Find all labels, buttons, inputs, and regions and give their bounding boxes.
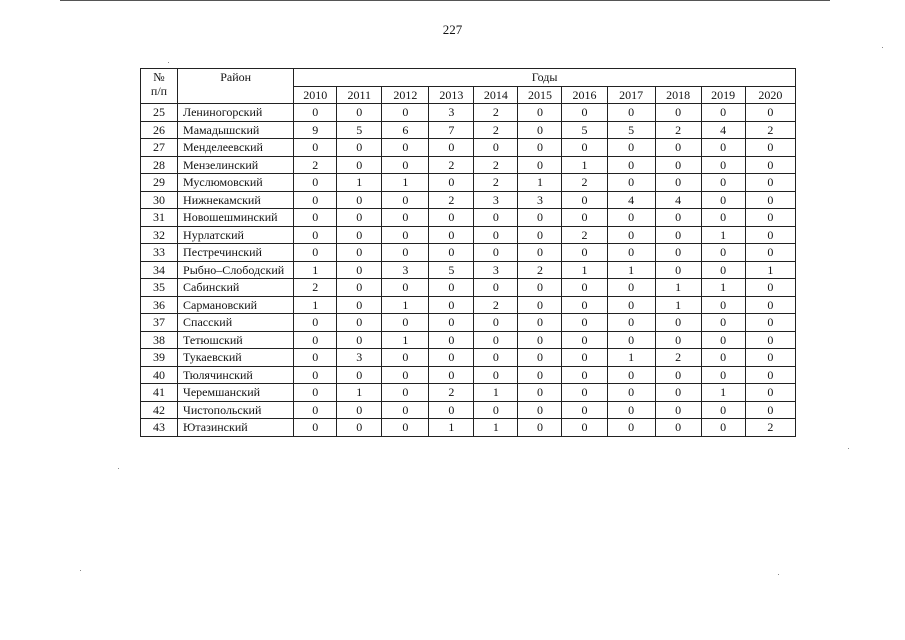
value-cell: 0	[607, 314, 655, 332]
year-header-2017: 2017	[607, 86, 655, 104]
value-cell: 0	[518, 419, 562, 437]
value-cell: 1	[607, 261, 655, 279]
value-cell: 1	[655, 279, 701, 297]
value-cell: 0	[474, 279, 518, 297]
value-cell: 0	[745, 174, 795, 192]
district-name: Спасский	[178, 314, 294, 332]
value-cell: 5	[607, 121, 655, 139]
table-row	[141, 104, 796, 122]
row-number: 38	[141, 331, 178, 349]
value-cell: 0	[382, 419, 429, 437]
value-cell: 0	[607, 226, 655, 244]
scan-speck	[168, 62, 169, 63]
table-row	[141, 191, 796, 209]
value-cell: 0	[429, 296, 474, 314]
value-cell: 0	[337, 279, 382, 297]
value-cell: 0	[294, 349, 337, 367]
value-cell: 0	[518, 366, 562, 384]
value-cell: 2	[429, 384, 474, 402]
district-name: Черемшанский	[178, 384, 294, 402]
year-header-2020: 2020	[745, 86, 795, 104]
value-cell: 0	[337, 296, 382, 314]
value-cell: 0	[562, 104, 607, 122]
value-cell: 0	[701, 349, 745, 367]
value-cell: 7	[429, 121, 474, 139]
year-header-2010: 2010	[294, 86, 337, 104]
value-cell: 0	[337, 209, 382, 227]
value-cell: 2	[294, 156, 337, 174]
row-number: 39	[141, 349, 178, 367]
value-cell: 0	[294, 191, 337, 209]
district-name: Муслюмовский	[178, 174, 294, 192]
table-row	[141, 314, 796, 332]
value-cell: 0	[429, 331, 474, 349]
scan-speck	[80, 570, 81, 571]
row-number: 25	[141, 104, 178, 122]
value-cell: 0	[562, 314, 607, 332]
value-cell: 0	[562, 139, 607, 157]
value-cell: 0	[474, 331, 518, 349]
value-cell: 0	[655, 244, 701, 262]
value-cell: 0	[655, 401, 701, 419]
value-cell: 0	[382, 384, 429, 402]
value-cell: 0	[518, 314, 562, 332]
value-cell: 0	[474, 244, 518, 262]
value-cell: 1	[562, 261, 607, 279]
value-cell: 0	[382, 226, 429, 244]
value-cell: 1	[294, 261, 337, 279]
district-name: Тетюшский	[178, 331, 294, 349]
value-cell: 0	[607, 104, 655, 122]
value-cell: 0	[382, 366, 429, 384]
value-cell: 1	[518, 174, 562, 192]
value-cell: 0	[607, 331, 655, 349]
value-cell: 0	[518, 349, 562, 367]
value-cell: 0	[518, 139, 562, 157]
value-cell: 0	[294, 401, 337, 419]
value-cell: 0	[745, 279, 795, 297]
value-cell: 2	[474, 296, 518, 314]
value-cell: 0	[655, 156, 701, 174]
district-name: Сабинский	[178, 279, 294, 297]
district-name: Ютазинский	[178, 419, 294, 437]
year-header-2015: 2015	[518, 86, 562, 104]
row-number: 31	[141, 209, 178, 227]
value-cell: 0	[745, 384, 795, 402]
value-cell: 2	[474, 174, 518, 192]
value-cell: 0	[607, 139, 655, 157]
value-cell: 0	[562, 331, 607, 349]
table-row	[141, 384, 796, 402]
value-cell: 0	[607, 209, 655, 227]
value-cell: 0	[701, 419, 745, 437]
value-cell: 0	[655, 261, 701, 279]
district-name: Сармановский	[178, 296, 294, 314]
value-cell: 2	[745, 419, 795, 437]
value-cell: 0	[294, 244, 337, 262]
district-name: Нурлатский	[178, 226, 294, 244]
value-cell: 0	[382, 349, 429, 367]
value-cell: 2	[294, 279, 337, 297]
value-cell: 0	[655, 226, 701, 244]
value-cell: 0	[655, 331, 701, 349]
value-cell: 0	[337, 244, 382, 262]
value-cell: 0	[607, 419, 655, 437]
value-cell: 0	[294, 139, 337, 157]
value-cell: 0	[474, 349, 518, 367]
table-row	[141, 244, 796, 262]
value-cell: 0	[474, 226, 518, 244]
value-cell: 0	[382, 104, 429, 122]
page-number: 227	[442, 22, 463, 37]
value-cell: 0	[294, 314, 337, 332]
value-cell: 0	[382, 314, 429, 332]
value-cell: 1	[701, 226, 745, 244]
value-cell: 0	[294, 366, 337, 384]
value-cell: 0	[562, 384, 607, 402]
value-cell: 0	[429, 401, 474, 419]
value-cell: 0	[382, 209, 429, 227]
value-cell: 1	[337, 384, 382, 402]
scan-speck	[118, 468, 119, 469]
value-cell: 0	[655, 366, 701, 384]
year-header-2012: 2012	[382, 86, 429, 104]
value-cell: 0	[701, 314, 745, 332]
value-cell: 2	[655, 349, 701, 367]
value-cell: 0	[382, 244, 429, 262]
value-cell: 0	[607, 279, 655, 297]
table-row	[141, 209, 796, 227]
number-column-header-label: № п/п	[150, 70, 168, 98]
value-cell: 3	[474, 191, 518, 209]
value-cell: 0	[337, 104, 382, 122]
row-number: 35	[141, 279, 178, 297]
value-cell: 1	[701, 279, 745, 297]
value-cell: 0	[294, 419, 337, 437]
scan-speck	[882, 47, 883, 48]
value-cell: 0	[518, 384, 562, 402]
row-number: 43	[141, 419, 178, 437]
value-cell: 0	[518, 121, 562, 139]
value-cell: 0	[562, 279, 607, 297]
value-cell: 0	[337, 139, 382, 157]
value-cell: 0	[518, 244, 562, 262]
value-cell: 0	[745, 104, 795, 122]
table-row	[141, 331, 796, 349]
value-cell: 0	[607, 401, 655, 419]
district-name: Мензелинский	[178, 156, 294, 174]
value-cell: 3	[429, 104, 474, 122]
table-row	[141, 349, 796, 367]
value-cell: 0	[474, 401, 518, 419]
value-cell: 0	[337, 314, 382, 332]
district-name: Лениногорский	[178, 104, 294, 122]
value-cell: 2	[518, 261, 562, 279]
row-number: 33	[141, 244, 178, 262]
value-cell: 2	[562, 174, 607, 192]
table-row	[141, 419, 796, 437]
value-cell: 0	[745, 209, 795, 227]
table-row	[141, 279, 796, 297]
value-cell: 0	[474, 366, 518, 384]
row-number: 41	[141, 384, 178, 402]
value-cell: 0	[429, 226, 474, 244]
value-cell: 0	[745, 314, 795, 332]
value-cell: 0	[655, 419, 701, 437]
value-cell: 0	[294, 226, 337, 244]
value-cell: 0	[701, 139, 745, 157]
value-cell: 0	[337, 366, 382, 384]
value-cell: 1	[655, 296, 701, 314]
value-cell: 2	[429, 191, 474, 209]
value-cell: 0	[701, 174, 745, 192]
value-cell: 0	[745, 244, 795, 262]
value-cell: 0	[745, 226, 795, 244]
district-name: Тукаевский	[178, 349, 294, 367]
value-cell: 0	[655, 209, 701, 227]
value-cell: 0	[701, 244, 745, 262]
year-header-2013: 2013	[429, 86, 474, 104]
value-cell: 3	[474, 261, 518, 279]
table-row	[141, 156, 796, 174]
value-cell: 0	[701, 156, 745, 174]
value-cell: 0	[607, 384, 655, 402]
value-cell: 3	[382, 261, 429, 279]
value-cell: 0	[607, 244, 655, 262]
value-cell: 0	[745, 139, 795, 157]
value-cell: 0	[337, 261, 382, 279]
value-cell: 0	[701, 104, 745, 122]
value-cell: 0	[474, 314, 518, 332]
value-cell: 1	[745, 261, 795, 279]
value-cell: 0	[655, 314, 701, 332]
value-cell: 2	[429, 156, 474, 174]
value-cell: 0	[518, 209, 562, 227]
value-cell: 0	[701, 366, 745, 384]
value-cell: 4	[655, 191, 701, 209]
row-number: 42	[141, 401, 178, 419]
value-cell: 0	[562, 401, 607, 419]
value-cell: 0	[655, 139, 701, 157]
value-cell: 3	[337, 349, 382, 367]
value-cell: 0	[294, 209, 337, 227]
value-cell: 0	[429, 279, 474, 297]
value-cell: 6	[382, 121, 429, 139]
district-table	[140, 68, 796, 437]
value-cell: 1	[607, 349, 655, 367]
value-cell: 1	[701, 384, 745, 402]
value-cell: 0	[429, 139, 474, 157]
year-header-2019: 2019	[701, 86, 745, 104]
value-cell: 0	[655, 384, 701, 402]
value-cell: 0	[518, 156, 562, 174]
value-cell: 2	[474, 121, 518, 139]
value-cell: 0	[518, 226, 562, 244]
year-header-2014: 2014	[474, 86, 518, 104]
value-cell: 0	[518, 279, 562, 297]
value-cell: 9	[294, 121, 337, 139]
number-column-header	[141, 69, 178, 104]
value-cell: 0	[294, 104, 337, 122]
value-cell: 0	[337, 226, 382, 244]
district-name: Новошешминский	[178, 209, 294, 227]
value-cell: 0	[429, 209, 474, 227]
district-name: Мамадышский	[178, 121, 294, 139]
top-edge-rule	[60, 0, 830, 1]
table-row	[141, 139, 796, 157]
value-cell: 0	[518, 401, 562, 419]
row-number: 32	[141, 226, 178, 244]
value-cell: 5	[337, 121, 382, 139]
row-number: 37	[141, 314, 178, 332]
table-row	[141, 296, 796, 314]
value-cell: 0	[382, 139, 429, 157]
value-cell: 0	[294, 174, 337, 192]
value-cell: 0	[562, 209, 607, 227]
value-cell: 5	[429, 261, 474, 279]
value-cell: 0	[337, 191, 382, 209]
value-cell: 0	[337, 331, 382, 349]
table-row	[141, 121, 796, 139]
table-row	[141, 226, 796, 244]
scan-speck	[778, 574, 779, 575]
value-cell: 1	[294, 296, 337, 314]
years-group-header: Годы	[294, 69, 796, 87]
value-cell: 0	[745, 191, 795, 209]
value-cell: 2	[562, 226, 607, 244]
value-cell: 0	[429, 174, 474, 192]
value-cell: 0	[337, 156, 382, 174]
value-cell: 0	[701, 331, 745, 349]
value-cell: 0	[745, 331, 795, 349]
table-body	[141, 104, 796, 437]
value-cell: 5	[562, 121, 607, 139]
value-cell: 0	[655, 174, 701, 192]
value-cell: 0	[745, 349, 795, 367]
value-cell: 2	[655, 121, 701, 139]
value-cell: 0	[518, 104, 562, 122]
value-cell: 4	[701, 121, 745, 139]
value-cell: 0	[607, 174, 655, 192]
year-header-2018: 2018	[655, 86, 701, 104]
value-cell: 0	[745, 156, 795, 174]
table-row	[141, 174, 796, 192]
value-cell: 1	[337, 174, 382, 192]
row-number: 29	[141, 174, 178, 192]
value-cell: 0	[294, 384, 337, 402]
value-cell: 0	[429, 366, 474, 384]
value-cell: 0	[607, 366, 655, 384]
value-cell: 0	[382, 156, 429, 174]
value-cell: 0	[429, 314, 474, 332]
table-row	[141, 261, 796, 279]
value-cell: 2	[474, 104, 518, 122]
row-number: 26	[141, 121, 178, 139]
value-cell: 2	[474, 156, 518, 174]
scan-speck	[848, 448, 849, 449]
value-cell: 0	[701, 261, 745, 279]
value-cell: 4	[607, 191, 655, 209]
row-number: 30	[141, 191, 178, 209]
value-cell: 0	[701, 401, 745, 419]
value-cell: 0	[294, 331, 337, 349]
district-name: Тюлячинский	[178, 366, 294, 384]
value-cell: 0	[518, 331, 562, 349]
value-cell: 0	[607, 296, 655, 314]
value-cell: 0	[562, 244, 607, 262]
value-cell: 1	[474, 384, 518, 402]
value-cell: 0	[562, 419, 607, 437]
value-cell: 0	[745, 296, 795, 314]
value-cell: 0	[337, 419, 382, 437]
value-cell: 0	[382, 191, 429, 209]
value-cell: 2	[745, 121, 795, 139]
row-number: 27	[141, 139, 178, 157]
year-header-2011: 2011	[337, 86, 382, 104]
table-row	[141, 401, 796, 419]
value-cell: 1	[474, 419, 518, 437]
value-cell: 0	[429, 349, 474, 367]
value-cell: 0	[745, 401, 795, 419]
district-name: Рыбно–Слободский	[178, 261, 294, 279]
value-cell: 0	[337, 401, 382, 419]
district-name: Менделеевский	[178, 139, 294, 157]
value-cell: 0	[701, 209, 745, 227]
row-number: 28	[141, 156, 178, 174]
value-cell: 1	[429, 419, 474, 437]
district-name: Нижнекамский	[178, 191, 294, 209]
year-header-2016: 2016	[562, 86, 607, 104]
value-cell: 1	[382, 331, 429, 349]
row-number: 34	[141, 261, 178, 279]
district-name: Чистопольский	[178, 401, 294, 419]
table-row	[141, 366, 796, 384]
row-number: 36	[141, 296, 178, 314]
district-name: Пестречинский	[178, 244, 294, 262]
value-cell: 0	[429, 244, 474, 262]
value-cell: 1	[562, 156, 607, 174]
value-cell: 0	[518, 296, 562, 314]
value-cell: 1	[382, 174, 429, 192]
value-cell: 0	[382, 279, 429, 297]
district-column-header: Район	[178, 69, 294, 104]
value-cell: 1	[382, 296, 429, 314]
value-cell: 3	[518, 191, 562, 209]
value-cell: 0	[701, 296, 745, 314]
value-cell: 0	[655, 104, 701, 122]
value-cell: 0	[562, 296, 607, 314]
header-row-top	[141, 69, 796, 87]
value-cell: 0	[562, 366, 607, 384]
value-cell: 0	[607, 156, 655, 174]
row-number: 40	[141, 366, 178, 384]
value-cell: 0	[382, 401, 429, 419]
value-cell: 0	[474, 139, 518, 157]
value-cell: 0	[745, 366, 795, 384]
value-cell: 0	[562, 349, 607, 367]
value-cell: 0	[562, 191, 607, 209]
value-cell: 0	[701, 191, 745, 209]
value-cell: 0	[474, 209, 518, 227]
